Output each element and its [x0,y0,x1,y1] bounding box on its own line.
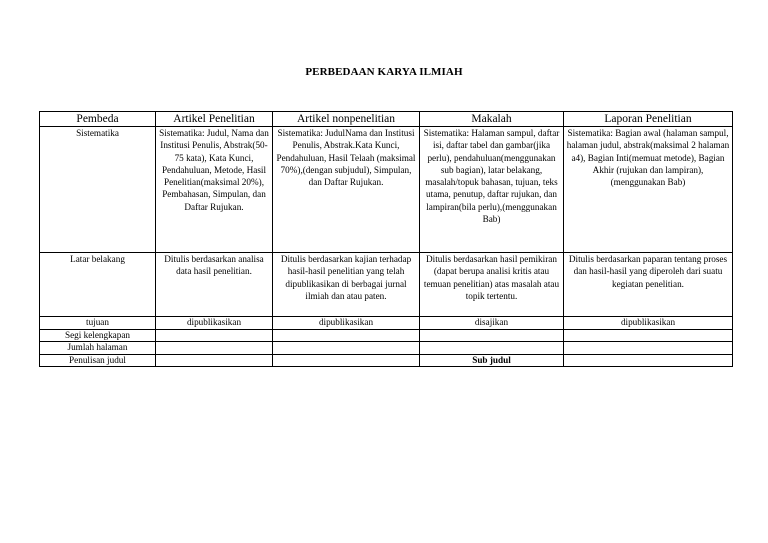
header-laporan-penelitian: Laporan Penelitian [564,112,733,127]
table-cell [420,342,564,355]
table-cell: Sistematika: JudulNama dan Institusi Penulis, Abstrak.Kata Kunci, Pendahuluan, Hasil Telaah (maksimal 70%),(dengan subjudul), Simpulan, dan Daftar Rujukan. [273,127,420,253]
table-row [40,342,733,355]
table-cell: Sistematika: Bagian awal (halaman sampul, halaman judul, abstrak(maksimal 2 halaman a4), Bagian Inti(memuat metode), Bagian Akhir (rujukan dan lampiran), (menggunakan Bab) [564,127,733,253]
table-cell: Sistematika: Judul, Nama dan Institusi Penulis, Abstrak(50-75 kata), Kata Kunci, Pendahuluan, Metode, Hasil Penelitian(maksimal 20%), Pembahasan, Simpulan, dan Daftar Rujukan. [156,127,273,253]
table-cell: dipublikasikan [273,317,420,330]
table-cell: Sistematika: Halaman sampul, daftar isi, daftar tabel dan gambar(jika perlu), pendahuluan(menggunakan sub bagian), latar belakang, masalah/topuk bahasan, tujuan, teks utama, penutup, daftar rujukan, dan lampiran(bila perlu),(menggunakan Bab) [420,127,564,253]
table-cell [156,354,273,367]
table-cell: disajikan [420,317,564,330]
table-cell [273,342,420,355]
table-cell: Ditulis berdasarkan analisa data hasil penelitian. [156,253,273,317]
table-cell [564,342,733,355]
table-cell [564,354,733,367]
table-cell [420,329,564,342]
table-cell [273,329,420,342]
row-label: Penulisan judul [40,354,156,367]
row-label: tujuan [40,317,156,330]
table-cell: dipublikasikan [156,317,273,330]
header-makalah: Makalah [420,112,564,127]
header-artikel-nonpenelitian: Artikel nonpenelitian [273,112,420,127]
table-cell: dipublikasikan [564,317,733,330]
row-label: Segi kelengkapan [40,329,156,342]
table-cell [156,329,273,342]
row-label: Sistematika [40,127,156,253]
table-row [40,127,733,253]
table-cell [156,342,273,355]
table-cell: Ditulis berdasarkan hasil pemikiran (dapat berupa analisi kritis atau temuan penelitian) atas masalah atau topik tertentu. [420,253,564,317]
table-cell [564,329,733,342]
table-cell: Ditulis berdasarkan kajian terhadap hasil-hasil penelitian yang telah dipublikasikan di berbagai jurnal ilmiah dan atau paten. [273,253,420,317]
table-row [40,317,733,330]
comparison-table [39,111,733,367]
header-artikel-penelitian: Artikel Penelitian [156,112,273,127]
table-row [40,354,733,367]
row-label: Jumlah halaman [40,342,156,355]
table-row [40,329,733,342]
table-cell: Ditulis berdasarkan paparan tentang proses dan hasil-hasil yang diperoleh dari suatu kegiatan penelitian. [564,253,733,317]
header-pembeda: Pembeda [40,112,156,127]
table-cell-sub-judul: Sub judul [420,354,564,367]
table-cell [273,354,420,367]
document-title: PERBEDAAN KARYA ILMIAH [305,66,463,78]
table-row [40,253,733,317]
table-header-row [40,112,733,127]
row-label: Latar belakang [40,253,156,317]
